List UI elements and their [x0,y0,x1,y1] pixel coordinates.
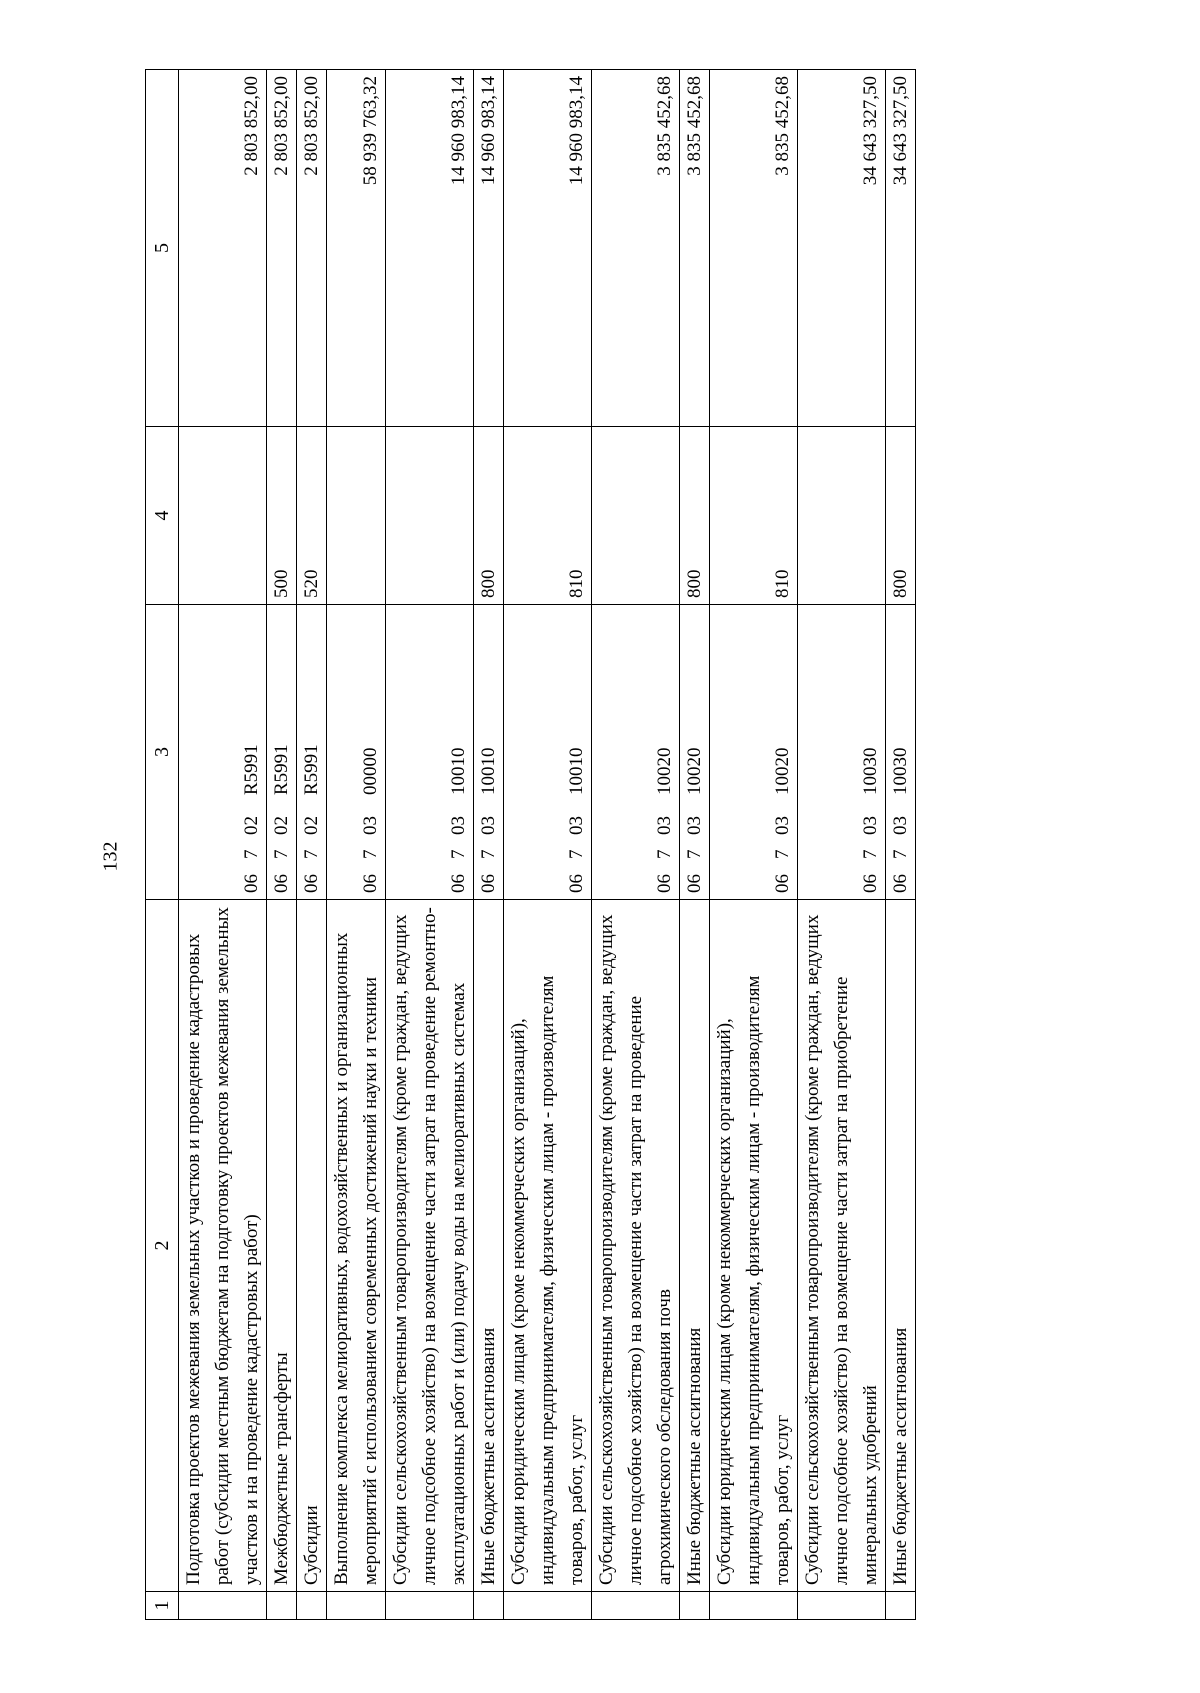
row-code [798,605,886,900]
table-row [297,70,327,1620]
row-category [179,427,267,605]
code-segment: 10010 [566,747,587,795]
code-segment: 06 [772,874,793,893]
code-segment: 7 [448,849,469,859]
row-category: 810 [504,427,592,605]
code-segment: 7 [566,849,587,859]
rotated-table-container [145,70,1105,1620]
table-row [680,70,710,1620]
row-description: Субсидии сельскохозяйственным товаропроизводителям (кроме граждан, ведущих личное подсобное хозяйство) на возмещение части затрат на проведение ремонтно-эксплуатационных работ и (или) подачу воды на мелиоративных системах [386,900,474,1592]
code-segment: 02 [271,816,292,835]
row-code [592,605,680,900]
row-amount: 2 803 852,00 [297,70,327,427]
header-cell: 2 [146,900,179,1592]
row-description: Иные бюджетные ассигнования [680,900,710,1592]
row-number-cell [680,1592,710,1620]
code-segment: 03 [360,816,381,835]
row-category: 800 [886,427,916,605]
row-amount: 3 835 452,68 [592,70,680,427]
row-number-cell [327,1592,386,1620]
row-category [386,427,474,605]
code-segment: 10020 [772,747,793,795]
row-amount: 14 960 983,14 [504,70,592,427]
row-code [297,605,327,900]
row-amount: 34 643 327,50 [886,70,916,427]
row-number-cell [179,1592,267,1620]
row-code [327,605,386,900]
code-segment: 06 [654,874,675,893]
code-segment: 03 [654,816,675,835]
code-segment: 7 [360,849,381,859]
row-number-cell [886,1592,916,1620]
row-amount: 2 803 852,00 [267,70,297,427]
row-amount: 58 939 763,32 [327,70,386,427]
row-description: Иные бюджетные ассигнования [886,900,916,1592]
row-description: Субсидии [297,900,327,1592]
row-description: Субсидии сельскохозяйственным товаропроизводителям (кроме граждан, ведущих личное подсобное хозяйство) на возмещение части затрат на приобретение минеральных удобрений [798,900,886,1592]
table-header-row [146,70,179,1620]
row-category: 810 [710,427,798,605]
table-row [386,70,474,1620]
code-segment: 06 [448,874,469,893]
table-body [146,70,916,1620]
code-segment: 06 [860,874,881,893]
header-cell: 4 [146,427,179,605]
code-segment: 10030 [860,747,881,795]
code-segment: 02 [301,816,322,835]
row-code [504,605,592,900]
code-segment: 03 [448,816,469,835]
code-segment: 06 [360,874,381,893]
row-amount: 3 835 452,68 [710,70,798,427]
row-category [592,427,680,605]
code-segment: 7 [654,849,675,859]
row-category: 800 [474,427,504,605]
row-description: Субсидии юридическим лицам (кроме некоммерческих организаций), индивидуальным предпринимателям, физическим лицам - производителям товаров, работ, услуг [504,900,592,1592]
row-amount: 34 643 327,50 [798,70,886,427]
code-segment: 03 [566,816,587,835]
table-row [886,70,916,1620]
row-category [327,427,386,605]
code-segment: 03 [890,816,911,835]
row-number-cell [297,1592,327,1620]
row-number-cell [386,1592,474,1620]
code-segment: 7 [301,849,322,859]
row-amount: 14 960 983,14 [474,70,504,427]
code-segment: 10020 [684,747,705,795]
row-category: 520 [297,427,327,605]
row-code [680,605,710,900]
code-segment: 7 [478,849,499,859]
table-row [267,70,297,1620]
page-number: 132 [99,841,122,872]
code-segment: 03 [772,816,793,835]
table-row [474,70,504,1620]
code-segment: 03 [684,816,705,835]
row-code [710,605,798,900]
row-amount: 14 960 983,14 [386,70,474,427]
row-code [267,605,297,900]
code-segment: 7 [860,849,881,859]
code-segment: 00000 [360,747,381,795]
code-segment: 06 [890,874,911,893]
row-category: 500 [267,427,297,605]
code-segment: 03 [478,816,499,835]
code-segment: 7 [271,849,292,859]
row-code [386,605,474,900]
row-description: Подготовка проектов межевания земельных участков и проведение кадастровых работ (субсидии местным бюджетам на подготовку проектов межевания земельных участков и на проведение кадастровых работ) [179,900,267,1592]
row-amount: 2 803 852,00 [179,70,267,427]
table-row [179,70,267,1620]
code-segment: 06 [566,874,587,893]
header-cell: 3 [146,605,179,900]
row-description: Иные бюджетные ассигнования [474,900,504,1592]
table-row [327,70,386,1620]
budget-table [145,69,916,1620]
code-segment: 7 [772,849,793,859]
code-segment: 10030 [890,747,911,795]
row-category: 800 [680,427,710,605]
row-number-cell [798,1592,886,1620]
code-segment: 7 [684,849,705,859]
code-segment: 06 [478,874,499,893]
header-cell: 1 [146,1592,179,1620]
row-category [798,427,886,605]
code-segment: 06 [301,874,322,893]
code-segment: 06 [241,874,262,893]
code-segment: R5991 [241,744,262,795]
code-segment: R5991 [271,744,292,795]
row-description: Межбюджетные трансферты [267,900,297,1592]
code-segment: 06 [271,874,292,893]
header-cell: 5 [146,70,179,427]
row-number-cell [504,1592,592,1620]
row-amount: 3 835 452,68 [680,70,710,427]
row-description: Выполнение комплекса мелиоративных, водохозяйственных и организационных мероприятий с использованием современных достижений науки и техники [327,900,386,1592]
row-code [886,605,916,900]
code-segment: 10020 [654,747,675,795]
code-segment: 03 [860,816,881,835]
row-code [179,605,267,900]
code-segment: 06 [684,874,705,893]
table-row [798,70,886,1620]
row-number-cell [267,1592,297,1620]
row-description: Субсидии юридическим лицам (кроме некоммерческих организаций), индивидуальным предпринимателям, физическим лицам - производителям товаров, работ, услуг [710,900,798,1592]
table-row [592,70,680,1620]
row-code [474,605,504,900]
code-segment: 10010 [448,747,469,795]
code-segment: 7 [241,849,262,859]
table-row [504,70,592,1620]
row-number-cell [474,1592,504,1620]
table-row [710,70,798,1620]
row-number-cell [592,1592,680,1620]
row-number-cell [710,1592,798,1620]
row-description: Субсидии сельскохозяйственным товаропроизводителям (кроме граждан, ведущих личное подсобное хозяйство) на возмещение части затрат на проведение агрохимического обследования почв [592,900,680,1592]
code-segment: 10010 [478,747,499,795]
code-segment: 02 [241,816,262,835]
code-segment: 7 [890,849,911,859]
code-segment: R5991 [301,744,322,795]
